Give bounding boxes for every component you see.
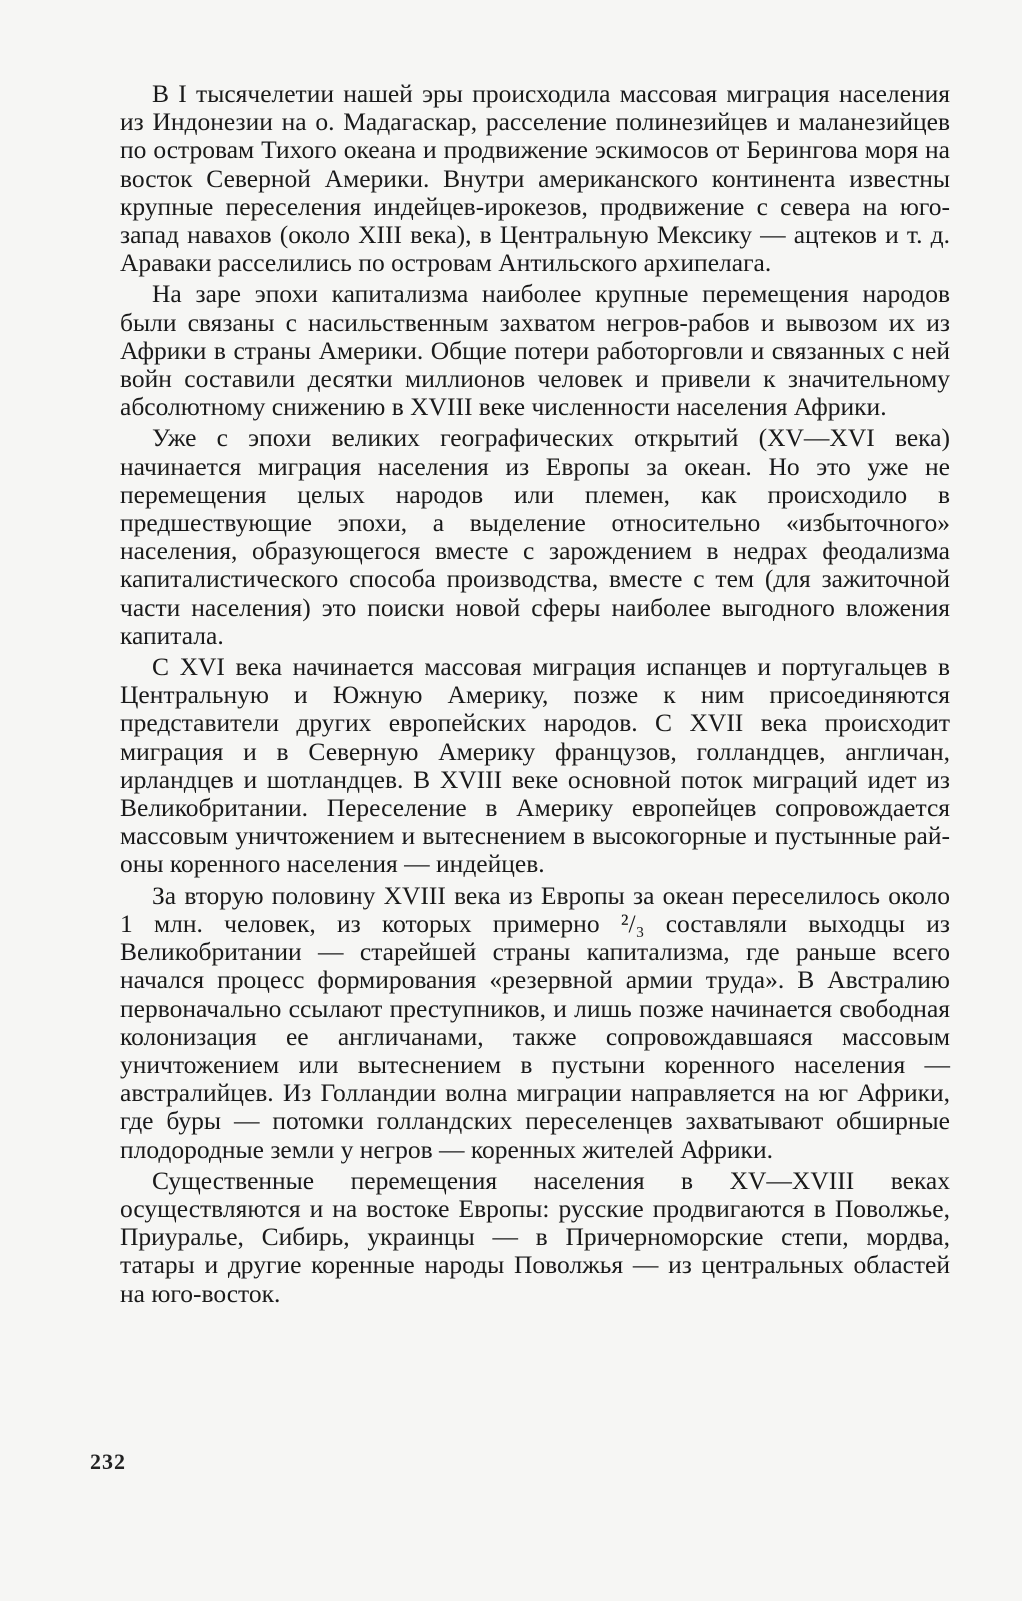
paragraph-1: В I тысячелетии нашей эры происходила массовая миграция населения из Индонезии на о. Мадагаскар, расселение полинезийцев и маланезийцев по островам Тихого океана и продвижение эскимосов от Берингова моря на восток Северной Америки. Внутри американского континента известны крупные переселения индейцев-ирокезов, продвижение с севера на юго-запад навахов (около XIII века), в Центральную Мексику — ацтеков и т. д. Араваки расселились по островам Антильского архипелага. [120, 79, 950, 278]
paragraph-6: Существенные перемещения населения в XV—XVIII веках осуществляются и на востоке Европы: русские продвигаются в Поволжье, Приуралье, Сибирь, украинцы — в Причерноморские степи, мордва, татары и другие коренные народы Поволжья — из центральных областей на юго-восток. [120, 1165, 950, 1308]
body-text [120, 80, 950, 1311]
paragraph-3: Уже с эпохи великих географических открытий (XV—XVI века) начинается миграция населения из Европы за океан. Но это уже не перемещения целых народов или племен, как происходило в предшествующие эпохи, а выделение относительно «избыточного» населения, образующегося вместе с зарождением в недрах феодализма капиталистического способа производства, вместе с тем (для зажиточной части населения) это поиски новой сферы наиболее выгодного вложения капитала. [120, 423, 950, 650]
paragraph-4: С XVI века начинается массовая миграция испанцев и португальцев в Центральную и Южную Америку, позже к ним присоединяются представители других европейских народов. С XVII века происходит миграция и в Северную Америку французов, голландцев, англичан, ирландцев и шотландцев. В XVIII веке основной поток миграций идет из Великобритании. Переселение в Америку европейцев сопровождается массовым уничтожением и вытеснением в высокогорные и пустынные районы коренного населения — индейцев. [120, 652, 950, 879]
page-number: 232 [90, 1449, 126, 1474]
paragraph-2: На заре эпохи капитализма наиболее крупные перемещения народов были связаны с насильственным захватом негров-рабов и вывозом их из Африки в страны Америки. Общие потери работорговли и связанных с ней войн составили десятки миллионов человек и привели к значительному абсолютному снижению в XVIII веке численности населения Африки. [120, 279, 950, 422]
paragraph-5: За вторую половину XVIII века из Европы за океан переселилось около 1 млн. человек, из которых примерно ²/₃ составляли выходцы из Великобритании — старейшей страны капитализма, где раньше всего начался процесс формирования «резервной армии труда». В Австралию первоначально ссылают преступников, и лишь позже начинается свободная колонизация ее англичанами, также сопровождавшаяся массовым уничтожением или вытеснением в пустыни коренного населения — австралийцев. Из Голландии волна миграции направляется на юг Африки, где буры — потомки голландских переселенцев захватывают обширные плодородные земли у негров — коренных жителей Африки. [120, 880, 950, 1164]
